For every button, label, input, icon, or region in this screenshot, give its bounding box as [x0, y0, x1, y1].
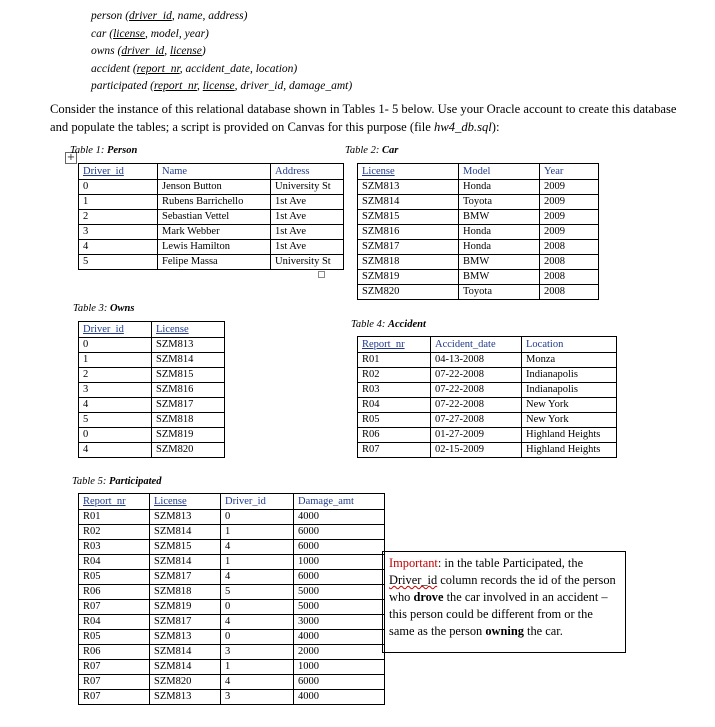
column-header: Year [540, 164, 599, 180]
table-cell: R06 [79, 585, 150, 600]
table-cell: SZM817 [152, 398, 225, 413]
table-cell: 5 [221, 585, 294, 600]
table-cell: SZM814 [358, 195, 459, 210]
column-header: Report_nr [79, 494, 150, 510]
resize-handle-icon[interactable] [318, 271, 325, 278]
table-cell: 07-22-2008 [431, 398, 522, 413]
table-cell: R06 [358, 428, 431, 443]
table-cell: Honda [459, 240, 540, 255]
table-cell: 07-22-2008 [431, 368, 522, 383]
table-cell: 1st Ave [271, 225, 344, 240]
table-row [79, 510, 385, 525]
note-text-2: column records the id of the person who [389, 573, 616, 604]
table-cell: 3 [79, 225, 158, 240]
table-cell: 07-22-2008 [431, 383, 522, 398]
table-cell: Felipe Massa [158, 255, 271, 270]
schema-line: participated (report_nr, license, driver_id, damage_amt) [91, 80, 353, 92]
table-cell: 3000 [294, 615, 385, 630]
table-cell: R07 [79, 690, 150, 705]
note-text-4: the car. [523, 624, 563, 638]
attribute: name [177, 10, 203, 22]
schema-block [91, 8, 352, 96]
table-cell: 4 [79, 240, 158, 255]
table-row [358, 225, 599, 240]
note-owning: owning [485, 624, 524, 638]
table-cell: 04-13-2008 [431, 353, 522, 368]
table-row [358, 383, 617, 398]
relation-name: owns [91, 45, 115, 57]
intro-file: hw4_db.sql [434, 120, 492, 134]
table-cell: SZM814 [152, 353, 225, 368]
table-cell: 5 [79, 255, 158, 270]
table-cell: SZM818 [152, 413, 225, 428]
table-cell: 0 [79, 180, 158, 195]
owns-table [78, 321, 225, 458]
table-cell: Indianapolis [522, 383, 617, 398]
table-cell: R05 [79, 570, 150, 585]
caption-participated: Table 5: Participated [72, 476, 162, 487]
table-cell: 3 [221, 690, 294, 705]
table-cell: 2 [79, 210, 158, 225]
table-cell: 2009 [540, 210, 599, 225]
table-cell: R04 [79, 615, 150, 630]
table-cell: Toyota [459, 195, 540, 210]
table-cell: 1000 [294, 555, 385, 570]
table-cell: BMW [459, 210, 540, 225]
move-handle-icon[interactable]: + [66, 152, 76, 163]
table-cell: 4 [221, 540, 294, 555]
key-attribute: report_nr [153, 80, 197, 92]
table-cell: New York [522, 413, 617, 428]
table-row [358, 428, 617, 443]
table-row [79, 255, 344, 270]
table-row [79, 353, 225, 368]
table-cell: R05 [79, 630, 150, 645]
table-row [358, 398, 617, 413]
header-row [79, 494, 385, 510]
table-row [358, 255, 599, 270]
table-row [79, 368, 225, 383]
car-table [357, 163, 599, 300]
table-cell: 0 [221, 600, 294, 615]
table-cell: 2009 [540, 180, 599, 195]
schema-line: accident (report_nr, accident_date, location) [91, 62, 298, 75]
table-cell: Highland Heights [522, 443, 617, 458]
column-header: License [150, 494, 221, 510]
important-note [382, 551, 626, 653]
table-row [79, 630, 385, 645]
table-cell: R07 [79, 600, 150, 615]
table-cell: SZM814 [150, 645, 221, 660]
table-row [79, 195, 344, 210]
schema-line: owns (driver_id, license) [91, 45, 206, 57]
table-cell: SZM817 [150, 615, 221, 630]
table-row [79, 413, 225, 428]
intro-end: ): [491, 120, 500, 134]
relation-name: participated [91, 80, 148, 92]
table-cell: R04 [358, 398, 431, 413]
table-cell: 6000 [294, 675, 385, 690]
key-attribute: license [113, 27, 145, 40]
table-row [79, 180, 344, 195]
note-text-3: the car involved in an accident – this person could be different from or the same as the person [389, 590, 608, 638]
table-cell: SZM815 [150, 540, 221, 555]
table-row [358, 413, 617, 428]
table-cell: 1 [79, 195, 158, 210]
table-row [79, 675, 385, 690]
table-cell: 01-27-2009 [431, 428, 522, 443]
table-row [79, 540, 385, 555]
table-row [358, 285, 599, 300]
table-row [79, 525, 385, 540]
column-header: License [152, 322, 225, 338]
table-cell: R01 [358, 353, 431, 368]
table-cell: Indianapolis [522, 368, 617, 383]
table-cell: SZM813 [150, 510, 221, 525]
table-cell: 0 [221, 630, 294, 645]
table-cell: SZM817 [358, 240, 459, 255]
caption-person: Table 1: Person [70, 145, 138, 156]
table-cell: BMW [459, 270, 540, 285]
table-cell: SZM813 [150, 630, 221, 645]
table-cell: SZM813 [358, 180, 459, 195]
table-row [79, 660, 385, 675]
key-attribute: license [202, 80, 235, 92]
column-header: License [358, 164, 459, 180]
table-row [79, 210, 344, 225]
participated-table [78, 493, 385, 705]
header-row [358, 337, 617, 353]
table-row [358, 240, 599, 255]
table-row [79, 443, 225, 458]
table-row [79, 600, 385, 615]
table-cell: R03 [79, 540, 150, 555]
table-row [79, 690, 385, 705]
table-cell: 4 [221, 615, 294, 630]
table-cell: 4 [221, 570, 294, 585]
table-cell: University St [271, 180, 344, 195]
table-cell: R07 [358, 443, 431, 458]
table-cell: R02 [79, 525, 150, 540]
relation-name: person [91, 10, 123, 22]
relation-name: car [91, 27, 107, 40]
table-cell: SZM818 [150, 585, 221, 600]
table-cell: SZM818 [358, 255, 459, 270]
table-cell: Rubens Barrichello [158, 195, 271, 210]
column-header: Damage_amt [294, 494, 385, 510]
table-row [79, 383, 225, 398]
table-cell: BMW [459, 255, 540, 270]
table-cell: 1 [221, 525, 294, 540]
table-cell: R07 [79, 675, 150, 690]
table-cell: 4000 [294, 510, 385, 525]
table-row [79, 645, 385, 660]
table-cell: 3 [221, 645, 294, 660]
table-cell: 07-27-2008 [431, 413, 522, 428]
table-row [79, 615, 385, 630]
table-cell: 1000 [294, 660, 385, 675]
table-cell: 0 [79, 338, 152, 353]
table-cell: Monza [522, 353, 617, 368]
header-row [79, 322, 225, 338]
table-cell: New York [522, 398, 617, 413]
table-row [358, 443, 617, 458]
table-cell: 2008 [540, 240, 599, 255]
table-row [358, 210, 599, 225]
caption-owns: Table 3: Owns [73, 303, 135, 314]
person-table [78, 163, 344, 270]
header-row [79, 164, 344, 180]
table-cell: SZM820 [152, 443, 225, 458]
attribute: driver_id [240, 80, 284, 92]
table-row [79, 585, 385, 600]
table-cell: 1 [79, 353, 152, 368]
caption-accident: Table 4: Accident [351, 319, 426, 330]
table-cell: 1 [221, 555, 294, 570]
table-cell: R05 [358, 413, 431, 428]
table-row [358, 195, 599, 210]
table-cell: SZM819 [358, 270, 459, 285]
important-label: Important [389, 556, 438, 570]
table-cell: SZM820 [150, 675, 221, 690]
relation-name: accident [91, 62, 130, 75]
key-attribute: driver_id [121, 45, 165, 57]
table-cell: 2008 [540, 285, 599, 300]
table-cell: Honda [459, 225, 540, 240]
table-row [358, 368, 617, 383]
table-row [79, 240, 344, 255]
note-drove: drove [413, 590, 444, 604]
table-cell: 4000 [294, 630, 385, 645]
table-cell: SZM813 [150, 690, 221, 705]
table-cell: 5000 [294, 585, 385, 600]
table-cell: SZM819 [150, 600, 221, 615]
key-attribute: driver_id [129, 10, 172, 22]
column-header: Accident_date [431, 337, 522, 353]
table-cell: 02-15-2009 [431, 443, 522, 458]
column-header: Model [459, 164, 540, 180]
table-cell: University St [271, 255, 344, 270]
table-cell: SZM815 [152, 368, 225, 383]
table-row [358, 353, 617, 368]
table-cell: 2009 [540, 225, 599, 240]
key-attribute: report_nr [136, 62, 180, 75]
table-cell: 5 [79, 413, 152, 428]
table-cell: SZM814 [150, 555, 221, 570]
table-cell: R03 [358, 383, 431, 398]
column-header: Location [522, 337, 617, 353]
table-row [79, 225, 344, 240]
table-cell: SZM820 [358, 285, 459, 300]
table-row [79, 398, 225, 413]
table-cell: 6000 [294, 540, 385, 555]
table-cell: SZM813 [152, 338, 225, 353]
table-cell: 2 [79, 368, 152, 383]
table-row [358, 270, 599, 285]
table-cell: 4 [79, 443, 152, 458]
table-cell: 5000 [294, 600, 385, 615]
table-cell: 1 [221, 660, 294, 675]
table-cell: Jenson Button [158, 180, 271, 195]
attribute: year [184, 27, 206, 40]
table-cell: 6000 [294, 570, 385, 585]
table-cell: SZM816 [358, 225, 459, 240]
table-cell: SZM817 [150, 570, 221, 585]
schema-line: person (driver_id, name, address) [91, 10, 248, 22]
table-cell: SZM814 [150, 660, 221, 675]
column-header: Driver_id [79, 322, 152, 338]
column-header: Name [158, 164, 271, 180]
column-header: Address [271, 164, 344, 180]
table-cell: 2000 [294, 645, 385, 660]
schema-line: car (license, model, year) [91, 27, 209, 40]
table-row [79, 428, 225, 443]
table-cell: 4000 [294, 690, 385, 705]
column-header: Driver_id [221, 494, 294, 510]
table-cell: Toyota [459, 285, 540, 300]
attribute: accident_date [185, 62, 250, 75]
table-cell: R07 [79, 660, 150, 675]
caption-car: Table 2: Car [345, 145, 399, 156]
note-text-1: : in the table Participated, the [437, 556, 584, 570]
column-header: Report_nr [358, 337, 431, 353]
column-header: Driver_id [79, 164, 158, 180]
table-cell: R04 [79, 555, 150, 570]
table-cell: Sebastian Vettel [158, 210, 271, 225]
table-cell: 0 [79, 428, 152, 443]
table-row [79, 338, 225, 353]
intro-text: Consider the instance of this relational database shown in Tables 1- 5 below. Use your Oracle account to create this database and populate the tables; a script is provided on Canvas for this purpose (file [50, 102, 677, 134]
table-cell: SZM816 [152, 383, 225, 398]
table-cell: 1st Ave [271, 210, 344, 225]
table-cell: 2008 [540, 255, 599, 270]
attribute: location [255, 62, 294, 75]
note-field: Driver_id [389, 573, 438, 587]
attribute: damage_amt [288, 80, 349, 92]
table-cell: R06 [79, 645, 150, 660]
table-cell: 1st Ave [271, 240, 344, 255]
header-row [358, 164, 599, 180]
key-attribute: license [169, 45, 202, 57]
table-cell: R02 [358, 368, 431, 383]
table-cell: 2008 [540, 270, 599, 285]
attribute: model [150, 27, 179, 40]
intro-paragraph [50, 100, 680, 136]
table-cell: SZM814 [150, 525, 221, 540]
table-cell: 4 [221, 675, 294, 690]
table-row [79, 555, 385, 570]
attribute: address [208, 10, 244, 22]
table-cell: Mark Webber [158, 225, 271, 240]
table-row [358, 180, 599, 195]
table-cell: 1st Ave [271, 195, 344, 210]
table-cell: Lewis Hamilton [158, 240, 271, 255]
table-cell: Highland Heights [522, 428, 617, 443]
accident-table [357, 336, 617, 458]
table-cell: 6000 [294, 525, 385, 540]
table-cell: 0 [221, 510, 294, 525]
table-cell: 2009 [540, 195, 599, 210]
table-cell: SZM819 [152, 428, 225, 443]
table-cell: 3 [79, 383, 152, 398]
table-row [79, 570, 385, 585]
table-cell: SZM815 [358, 210, 459, 225]
table-cell: R01 [79, 510, 150, 525]
table-cell: Honda [459, 180, 540, 195]
table-cell: 4 [79, 398, 152, 413]
